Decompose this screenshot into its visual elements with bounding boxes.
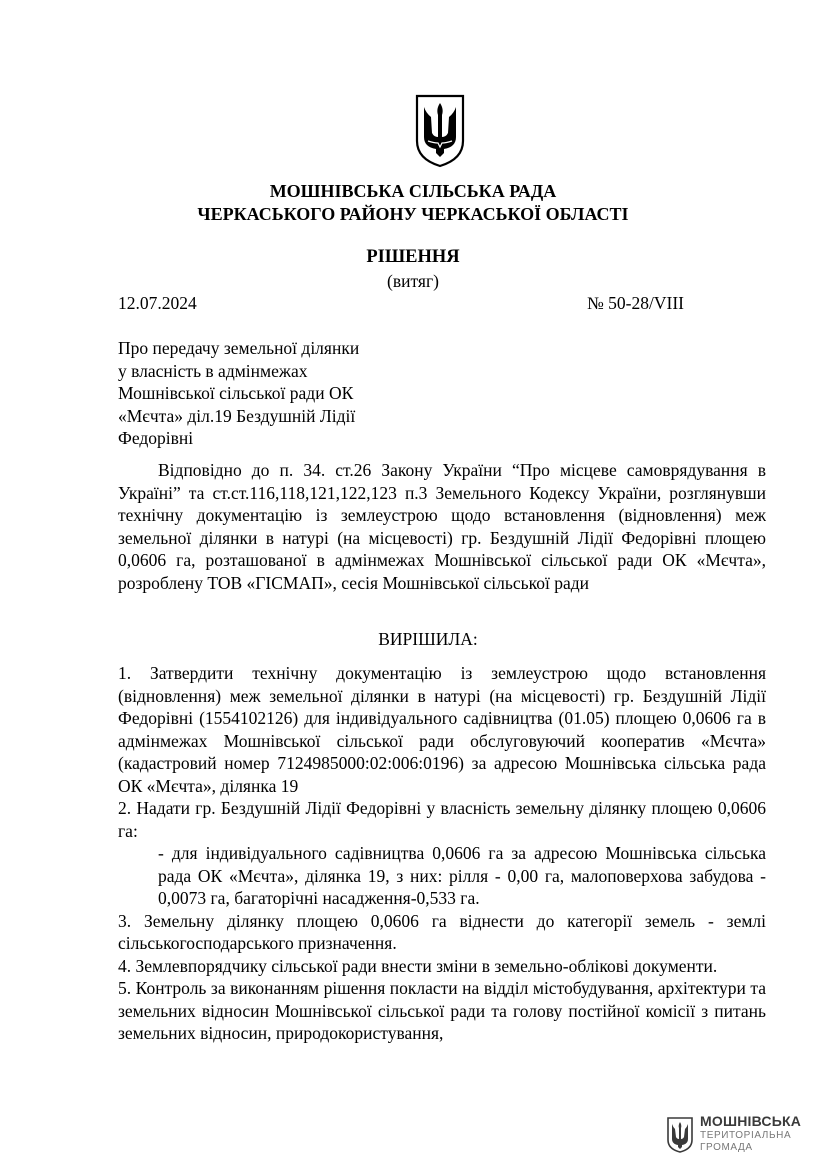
- tryzub-logo-icon: [666, 1116, 694, 1154]
- subject-line: Федорівні: [118, 428, 194, 448]
- preamble-paragraph: Відповідно до п. 34. ст.26 Закону України “Про місцеве самоврядування в Україні” та ст.ст.116,118,121,122,123 п.3 Земельного Кодексу України, розглянувши технічну документацію із землеустрою щодо встановлення (відновлення) меж земельної ділянки в натурі (на місцевості) гр. Бездушній Лідії Федорівні площею 0,0606 га, розташованої в адмінмежах Мошнівської сільської ради ОК «Мєчта», розроблену ТОВ «ГІСМАП», сесія Мошнівської сільської ради: [118, 460, 766, 593]
- tryzub-coat-of-arms-icon: [414, 93, 466, 169]
- decision-item-3: 3. Земельну ділянку площею 0,0606 га віднести до категорії земель - землі сільськогосподарського призначення.: [118, 910, 766, 953]
- decision-item-4: 4. Землевпорядчику сільської ради внести зміни в земельно-облікові документи.: [118, 955, 718, 976]
- subject-line: «Мєчта» діл.19 Бездушній Лідії: [118, 405, 356, 426]
- council-district: ЧЕРКАСЬКОГО РАЙОНУ ЧЕРКАСЬКОЇ ОБЛАСТІ: [197, 204, 629, 224]
- decision-date: 12.07.2024: [118, 293, 197, 313]
- decision-subject: [118, 337, 418, 450]
- council-name: МОШНІВСЬКА СІЛЬСЬКА РАДА: [269, 181, 557, 201]
- decision-number: № 50-28/VIII: [587, 293, 684, 313]
- decision-items: [118, 662, 766, 1045]
- decided-heading: ВИРІШИЛА:: [378, 629, 478, 649]
- subject-line: у власність в адмінмежах: [118, 360, 308, 381]
- community-logo: [666, 1114, 806, 1159]
- decision-item-5: 5. Контроль за виконанням рішення покласти на відділ містобудування, архітектури та земельних відносин Мошнівської сільської ради та голову постійної комісії з питань земельних відносин, природокористування,: [118, 978, 766, 1043]
- subject-line: Про передачу земельної ділянки: [118, 338, 360, 358]
- decision-item-2-sub: - для індивідуального садівництва 0,0606 га за адресою Мошнівська сільська рада ОК «Мєчта», ділянка 19, з них: рілля - 0,00 га, малоповерхова забудова - 0,0073 га, багаторічні насадження-0,533 га.: [158, 843, 766, 908]
- logo-subtitle-line1: ТЕРИТОРІАЛЬНА: [700, 1130, 792, 1141]
- decision-item-2: 2. Надати гр. Бездушній Лідії Федорівні у власність земельну ділянку площею 0,0606 га:: [118, 798, 766, 841]
- decision-item-1: 1. Затвердити технічну документацію із землеустрою щодо встановлення (відновлення) меж земельної ділянки в натурі (на місцевості) гр. Бездушній Лідії Федорівні (1554102126) для індивідуального садівництва (01.05) площею 0,0606 га в адмінмежах Мошнівської сільської ради обслуговуючий кооператив «Мєчта» (кадастровий номер 7124985000:02:006:0196) за адресою Мошнівська сільська рада ОК «Мєчта», ділянка 19: [118, 663, 766, 796]
- logo-title: МОШНІВСЬКА: [700, 1113, 802, 1129]
- document-subtitle: (витяг): [387, 271, 439, 291]
- logo-subtitle-line2: ГРОМАДА: [700, 1142, 753, 1153]
- document-title: РІШЕННЯ: [366, 247, 460, 267]
- subject-line: Мошнівської сільської ради ОК: [118, 383, 354, 403]
